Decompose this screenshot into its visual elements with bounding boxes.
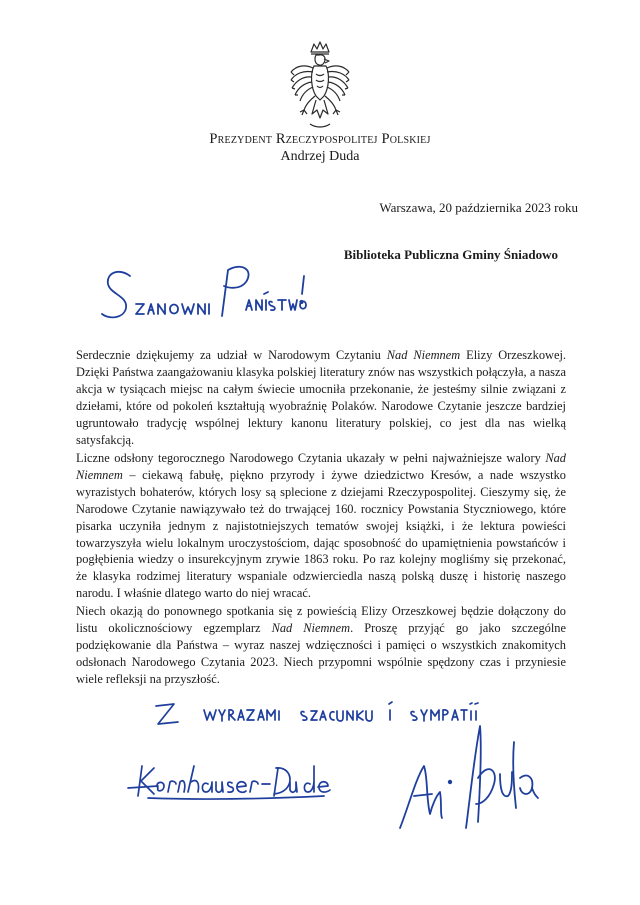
book-title: Nad Niemnem <box>386 348 461 362</box>
paragraph-1: Serdecznie dziękujemy za udział w Narodowym Czytaniu Nad Niemnem Elizy Orzeszkowej. Dzięki Państwa zaangażowaniu klasyka polskiej literatury znów nas wszystkich połączyła, a nasza akcja w tysiącach miejsc na całym świecie umocniła przekonanie, że jesteśmy silnie związani z dziełami, które od pokoleń kształtują wyobraźnię Polaków. Narodowe Czytanie jeszcze bardziej ugruntowało tradycję wspólnej lektury kanonu literatury polskiej, co jest dla nas wielką satysfakcją. <box>76 348 567 447</box>
handwritten-salutation <box>96 258 316 330</box>
signature-right <box>396 718 542 840</box>
signature-left <box>124 760 336 806</box>
office-title: Prezydent Rzeczypospolitej Polskiej <box>209 131 431 147</box>
book-title: Nad Niemnem <box>271 620 351 635</box>
addressee: Biblioteka Publiczna Gminy Śniadowo <box>343 247 558 262</box>
president-name: Andrzej Duda <box>280 149 360 164</box>
date-line: Warszawa, 20 października 2023 roku <box>379 200 578 215</box>
white-eagle-emblem-icon <box>288 40 352 132</box>
book-title: Nad Niemnem <box>76 451 566 482</box>
paragraph-3: Niech okazją do ponownego spotkania się z powieścią Elizy Orzeszkowej będzie dołączony do listu okolicznościowy egzemplarz Nad Niemnem. Proszę przyjąć go jako szczególne podziękowanie dla Państwa – wyraz naszej wdzięczności i pamięci o wszystkich znakomitych odsłonach Narodowego Czytania 2023. Niech przypomni wspólnie spędzony czas i przyniesie wiele refleksji na przyszłość. <box>76 604 566 686</box>
paragraph-2: Liczne odsłony tegorocznego Narodowego Czytania ukazały w pełni najważniejsze walory Nad Niemnem – ciekawą fabułę, piękno przyrody i żywe dziedzictwo Kresów, a nade wszystko wyrazistych bohaterów, których losy są splecione z dziejami Rzeczypospolitej. Cieszymy się, że Narodowe Czytanie nawiązywało też do trwającej 160. rocznicy Powstania Styczniowego, które pisarka uczyniła jednym z najistotniejszych tematów swojej książki, i że lektura powieści towarzyszyła wielu lokalnym uroczystościom, dając sposobność do upamiętnienia powstańców i pogłębienia wiedzy o insurekcyjnym zrywie 1863 roku. Po raz kolejny mogliśmy się przekonać, że klasyka rodzimej literatury wspaniale odzwierciedla naszą polską duszę i historię naszego narodu. I właśnie dlatego warto do niej wracać. <box>76 451 566 601</box>
